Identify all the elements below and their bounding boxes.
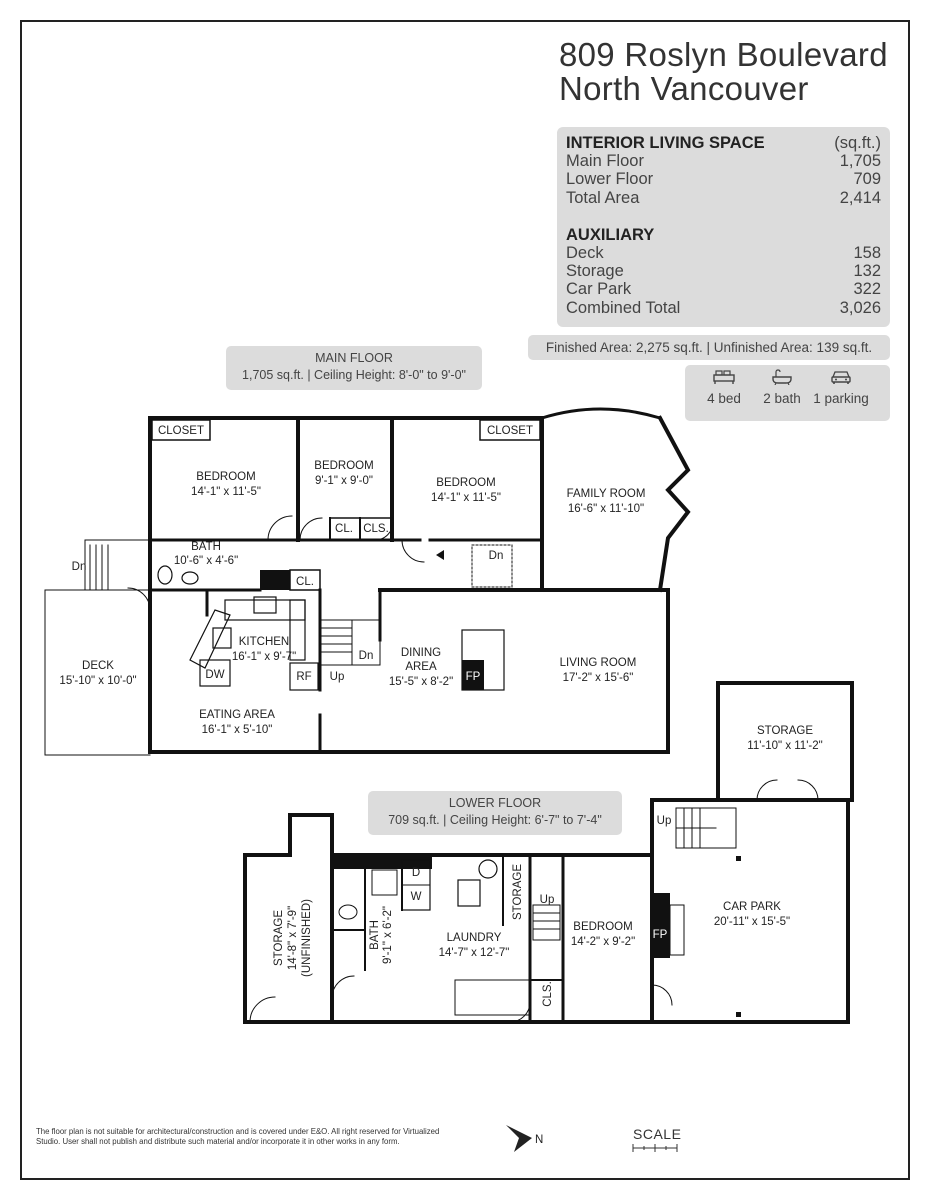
hearth bbox=[670, 905, 684, 955]
toilet bbox=[158, 566, 172, 584]
dn-label: Dn bbox=[358, 650, 374, 662]
scale-bar-icon bbox=[633, 1144, 677, 1152]
room-dims: 16'-1" x 9'-7" bbox=[231, 651, 297, 663]
room-name: STORAGE bbox=[512, 863, 524, 921]
room-name: DECK bbox=[82, 660, 114, 672]
cl-label: CL. bbox=[296, 576, 314, 588]
up-label: Up bbox=[539, 894, 555, 906]
dn-label: Dn bbox=[71, 561, 87, 573]
dn-label: Dn bbox=[488, 550, 504, 562]
room-name: BATH bbox=[369, 920, 381, 950]
toilet-lower bbox=[339, 905, 357, 919]
area-label: Lower Floor bbox=[566, 170, 654, 189]
lower-floor-info: 709 sq.ft. | Ceiling Height: 6'-7" to 7'-4" bbox=[388, 813, 602, 827]
room-note: (UNFINISHED) bbox=[301, 899, 313, 977]
unit-label: (sq.ft.) bbox=[834, 134, 881, 152]
rf-label: RF bbox=[296, 671, 312, 683]
area-value: 158 bbox=[853, 244, 881, 263]
sink-cabinet bbox=[458, 880, 480, 906]
counter-box bbox=[455, 980, 530, 1015]
w-label: W bbox=[410, 891, 422, 903]
room-dims: 11'-10" x 11'-2" bbox=[747, 740, 823, 752]
room-dims: 16'-6" x 11'-10" bbox=[567, 503, 645, 515]
room-name: CAR PARK bbox=[723, 901, 781, 913]
deck-outline bbox=[45, 590, 150, 755]
room-dims: 17'-2" x 15'-6" bbox=[562, 672, 634, 684]
feature-label: 2 bath bbox=[763, 391, 801, 406]
up-label: Up bbox=[656, 815, 672, 827]
room-dims: 14'-1" x 11'-5" bbox=[191, 486, 261, 498]
lower-floor-title: LOWER FLOOR bbox=[448, 796, 542, 810]
vanity bbox=[372, 870, 397, 895]
finished-area-bar: Finished Area: 2,275 sq.ft. | Unfinished Area: 139 sq.ft. bbox=[528, 335, 890, 360]
d-label: D bbox=[411, 867, 421, 879]
area-value: 322 bbox=[853, 280, 881, 299]
room-dims: 14'-2" x 9'-2" bbox=[570, 936, 636, 948]
up-label: Up bbox=[329, 671, 345, 683]
area-value: 132 bbox=[853, 262, 881, 281]
disclaimer-text: The floor plan is not suitable for architectural/construction and is covered under E&O. All right reserved for Virtualized Studio. User shall not publish and distribute such material and/or incorporate it in other works in any form. bbox=[36, 1127, 440, 1146]
area-label: Combined Total bbox=[566, 298, 681, 317]
main-floor-title: MAIN FLOOR bbox=[315, 351, 393, 365]
address-street: 809 Roslyn Boulevard bbox=[559, 36, 888, 73]
area-label: Total Area bbox=[566, 188, 640, 207]
fp-label: FP bbox=[652, 929, 668, 941]
scale-label: SCALE bbox=[633, 1126, 682, 1142]
bay-window bbox=[542, 409, 660, 418]
address-city: North Vancouver bbox=[559, 70, 809, 107]
room-dims: 20'-11" x 15'-5" bbox=[713, 916, 791, 928]
room-dims: 14'-8" x 7'-9" bbox=[287, 905, 299, 971]
sink bbox=[182, 572, 198, 584]
area-value: 2,414 bbox=[839, 188, 881, 207]
water-heater bbox=[479, 860, 497, 878]
area-value: 3,026 bbox=[839, 298, 881, 317]
main-wall bbox=[660, 418, 688, 590]
closet-label: CLOSET bbox=[486, 425, 534, 437]
room-name: BATH bbox=[191, 541, 221, 553]
deck-stairs bbox=[85, 540, 150, 590]
fp-label: FP bbox=[465, 671, 481, 683]
area-value: 709 bbox=[853, 170, 881, 189]
room-name: STORAGE bbox=[756, 725, 814, 737]
room-name: BEDROOM bbox=[573, 921, 633, 933]
area-label: Main Floor bbox=[566, 152, 644, 171]
room-name: DINING bbox=[400, 647, 442, 659]
room-name: EATING AREA bbox=[199, 709, 275, 721]
feature-label: 1 parking bbox=[813, 391, 869, 406]
feature-label: 4 bed bbox=[707, 391, 741, 406]
room-name: AREA bbox=[405, 661, 437, 673]
closet-label: CLOSET bbox=[157, 425, 205, 437]
area-label: Storage bbox=[566, 262, 624, 281]
room-name: LAUNDRY bbox=[446, 932, 502, 944]
post-marker bbox=[736, 856, 741, 861]
room-name: BEDROOM bbox=[436, 477, 496, 489]
room-name: BEDROOM bbox=[196, 471, 256, 483]
auxiliary-heading: AUXILIARY bbox=[566, 225, 655, 244]
compass-icon bbox=[506, 1125, 543, 1152]
room-dims: 15'-10" x 10'-0" bbox=[59, 675, 137, 687]
main-floor-info: 1,705 sq.ft. | Ceiling Height: 8'-0" to 9'-0" bbox=[242, 368, 466, 382]
cls-label: CLS. bbox=[542, 981, 554, 1007]
room-name: BEDROOM bbox=[314, 460, 374, 472]
area-label: Deck bbox=[566, 244, 604, 263]
cl-label: CL. bbox=[335, 523, 353, 535]
area-label: Car Park bbox=[566, 280, 632, 299]
chimney-block bbox=[260, 570, 290, 590]
area-value: 1,705 bbox=[839, 152, 881, 171]
fireplace-lower bbox=[650, 893, 670, 958]
room-dims: 9'-1" x 6'-2" bbox=[382, 906, 394, 964]
room-name: LIVING ROOM bbox=[559, 657, 637, 669]
room-dims: 14'-7" x 12'-7" bbox=[438, 947, 510, 959]
room-dims: 16'-1" x 5'-10" bbox=[201, 724, 273, 736]
interior-heading: INTERIOR LIVING SPACE bbox=[566, 134, 765, 152]
arrow-marker bbox=[436, 550, 444, 560]
dw-label: DW bbox=[205, 669, 225, 681]
room-name: KITCHEN bbox=[238, 636, 290, 648]
room-name: FAMILY ROOM bbox=[566, 488, 646, 500]
room-dims: 9'-1" x 9'-0" bbox=[315, 475, 373, 487]
room-dims: 14'-1" x 11'-5" bbox=[431, 492, 501, 504]
compass-label: N bbox=[535, 1134, 544, 1146]
room-name: STORAGE bbox=[273, 909, 285, 967]
post-marker bbox=[736, 1012, 741, 1017]
cls-label: CLS. bbox=[363, 523, 389, 535]
room-dims: 15'-5" x 8'-2" bbox=[388, 676, 454, 688]
room-dims: 10'-6" x 4'-6" bbox=[173, 555, 239, 567]
